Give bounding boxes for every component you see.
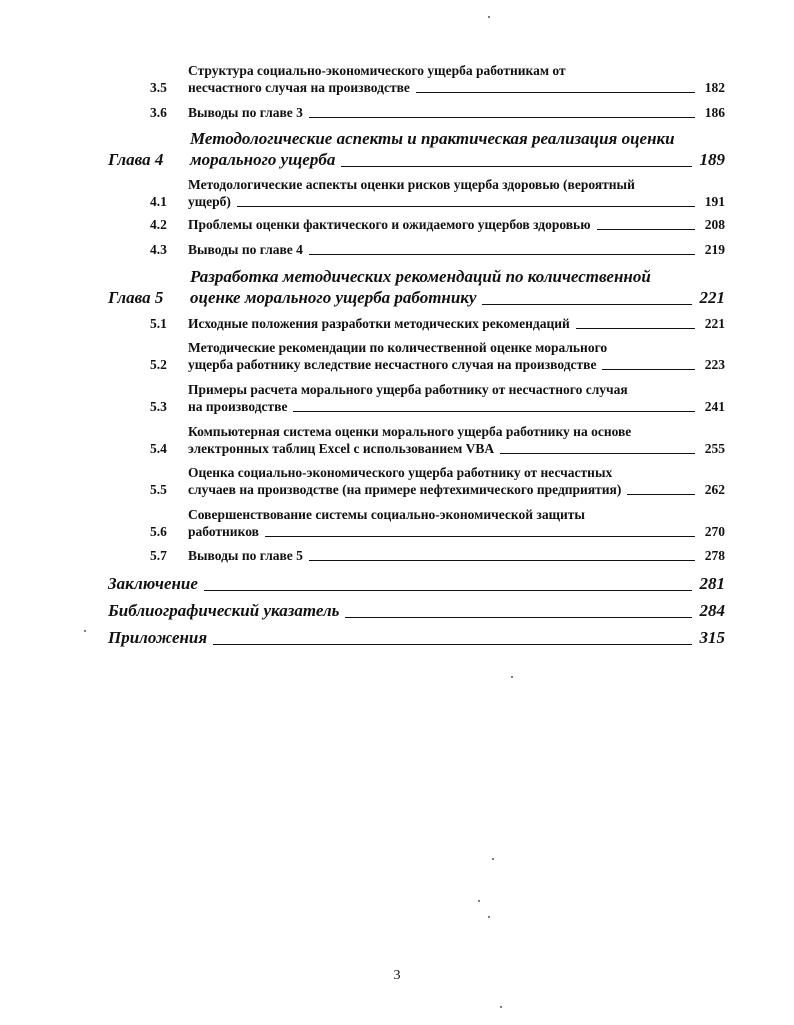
toc-entry-title-line: Примеры расчета морального ущерба работнику от несчастного случая bbox=[188, 382, 628, 397]
toc-page-number: 219 bbox=[704, 242, 725, 257]
leader-line bbox=[309, 559, 695, 561]
leader-line bbox=[345, 616, 691, 618]
toc-bibliography bbox=[108, 600, 725, 621]
toc-entry-title-line: Методические рекомендации по количественной оценке морального bbox=[188, 340, 608, 355]
toc-entry-title: ущерб) bbox=[188, 194, 231, 209]
scan-speck bbox=[84, 630, 86, 632]
toc-page-number: 262 bbox=[704, 482, 725, 497]
toc-entry-title: Выводы по главе 5 bbox=[188, 548, 303, 563]
toc-entry-number: 4.3 bbox=[150, 242, 167, 257]
toc-top-title: Библиографический указатель bbox=[108, 601, 340, 620]
leader-line bbox=[309, 253, 695, 255]
scan-speck bbox=[478, 900, 480, 902]
leader-line bbox=[500, 452, 695, 454]
toc-entry-title-line: Компьютерная система оценки морального ущерба работнику на основе bbox=[188, 424, 632, 439]
toc-entry-title: несчастного случая на производстве bbox=[188, 80, 410, 95]
toc-chapter-title: морального ущерба bbox=[190, 150, 336, 169]
toc-entry-5-7 bbox=[150, 547, 725, 564]
scan-speck bbox=[488, 16, 490, 18]
leader-line bbox=[416, 91, 695, 93]
toc-entry-5-5 bbox=[150, 464, 725, 498]
toc-page-number: 208 bbox=[704, 217, 725, 232]
toc-entry-title-line: Совершенствование системы социально-экономической защиты bbox=[188, 507, 585, 522]
toc-page-number: 221 bbox=[704, 316, 725, 331]
leader-line bbox=[627, 493, 695, 495]
toc-page-number: 182 bbox=[704, 80, 725, 95]
leader-line bbox=[597, 228, 695, 230]
toc-entry-number: 5.6 bbox=[150, 524, 167, 539]
toc-entry-4-3 bbox=[150, 241, 725, 258]
toc-page-number: 191 bbox=[704, 194, 725, 209]
scan-speck bbox=[500, 1006, 502, 1008]
toc-chapter-title-line: Разработка методических рекомендаций по количественной bbox=[190, 267, 651, 286]
leader-line bbox=[341, 165, 691, 167]
scan-speck bbox=[511, 676, 513, 678]
toc-entry-number: 4.1 bbox=[150, 194, 167, 209]
toc-entry-title: случаев на производстве (на примере нефтехимического предприятия) bbox=[188, 482, 622, 497]
leader-line bbox=[293, 410, 695, 412]
toc-entry-5-1 bbox=[150, 315, 725, 332]
toc-entry-number: 5.4 bbox=[150, 441, 167, 456]
toc-top-title: Приложения bbox=[108, 628, 208, 647]
toc-entry-title: Проблемы оценки фактического и ожидаемого ущербов здоровью bbox=[188, 217, 591, 232]
leader-line bbox=[237, 205, 695, 207]
leader-line bbox=[204, 589, 692, 591]
toc-chapter-number: Глава 4 bbox=[108, 150, 164, 169]
toc-page-number: 315 bbox=[699, 628, 725, 647]
leader-line bbox=[309, 116, 695, 118]
toc-entry-5-2 bbox=[150, 339, 725, 373]
toc-entry-title: Исходные положения разработки методических рекомендаций bbox=[188, 316, 570, 331]
toc-conclusion bbox=[108, 573, 725, 594]
scan-speck bbox=[492, 858, 494, 860]
leader-line bbox=[602, 368, 695, 370]
toc-entry-number: 3.6 bbox=[150, 105, 167, 120]
toc-page-number: 255 bbox=[704, 441, 725, 456]
toc-entry-5-3 bbox=[150, 381, 725, 415]
toc-page-number: 223 bbox=[704, 357, 725, 372]
leader-line bbox=[482, 303, 691, 305]
toc-entry-5-4 bbox=[150, 423, 725, 457]
toc-entry-number: 5.7 bbox=[150, 548, 167, 563]
toc-appendices bbox=[108, 627, 725, 648]
toc-entry-title-line: Структура социально-экономического ущерба работникам от bbox=[188, 63, 566, 78]
toc-page-number: 241 bbox=[704, 399, 725, 414]
toc-entry-4-2 bbox=[150, 216, 725, 233]
toc-chapter-number: Глава 5 bbox=[108, 288, 164, 307]
leader-line bbox=[213, 643, 691, 645]
toc-entry-title-line: Методологические аспекты оценки рисков ущерба здоровью (вероятный bbox=[188, 177, 635, 192]
toc-entry-title: ущерба работнику вследствие несчастного случая на производстве bbox=[188, 357, 597, 372]
toc-entry-3-6 bbox=[150, 104, 725, 121]
leader-line bbox=[576, 327, 695, 329]
toc-entry-4-1 bbox=[150, 176, 725, 210]
toc-entry-number: 5.1 bbox=[150, 316, 167, 331]
toc-entry-title: электронных таблиц Excel с использованием VBA bbox=[188, 441, 495, 456]
leader-line bbox=[265, 535, 695, 537]
toc-entry-3-5 bbox=[150, 62, 725, 96]
toc-page-number: 186 bbox=[704, 105, 725, 120]
toc-entry-number: 3.5 bbox=[150, 80, 167, 95]
toc-entry-number: 5.5 bbox=[150, 482, 167, 497]
page-number: 3 bbox=[393, 968, 401, 983]
toc-entry-5-6 bbox=[150, 506, 725, 540]
toc-chapter-4 bbox=[108, 128, 725, 170]
toc-page-number: 278 bbox=[704, 548, 725, 563]
toc-entry-number: 5.3 bbox=[150, 399, 167, 414]
toc-entry-title: на производстве bbox=[188, 399, 288, 414]
toc-entry-title-line: Оценка социально-экономического ущерба работнику от несчастных bbox=[188, 465, 613, 480]
toc-page-number: 221 bbox=[699, 288, 725, 307]
toc-page-number: 284 bbox=[699, 601, 725, 620]
toc-entry-number: 5.2 bbox=[150, 357, 167, 372]
toc-top-title: Заключение bbox=[108, 574, 198, 593]
toc-page-number: 281 bbox=[699, 574, 725, 593]
scan-speck bbox=[488, 916, 490, 918]
toc-entry-title: работников bbox=[188, 524, 259, 539]
toc-page-number: 189 bbox=[699, 150, 725, 169]
toc-entry-title: Выводы по главе 4 bbox=[188, 242, 303, 257]
toc-chapter-title: оценке морального ущерба работнику bbox=[190, 288, 477, 307]
toc-page-number: 270 bbox=[704, 524, 725, 539]
toc-entry-number: 4.2 bbox=[150, 217, 167, 232]
toc-chapter-5 bbox=[108, 266, 725, 308]
toc-entry-title: Выводы по главе 3 bbox=[188, 105, 303, 120]
toc-chapter-title-line: Методологические аспекты и практическая реализация оценки bbox=[190, 129, 675, 148]
